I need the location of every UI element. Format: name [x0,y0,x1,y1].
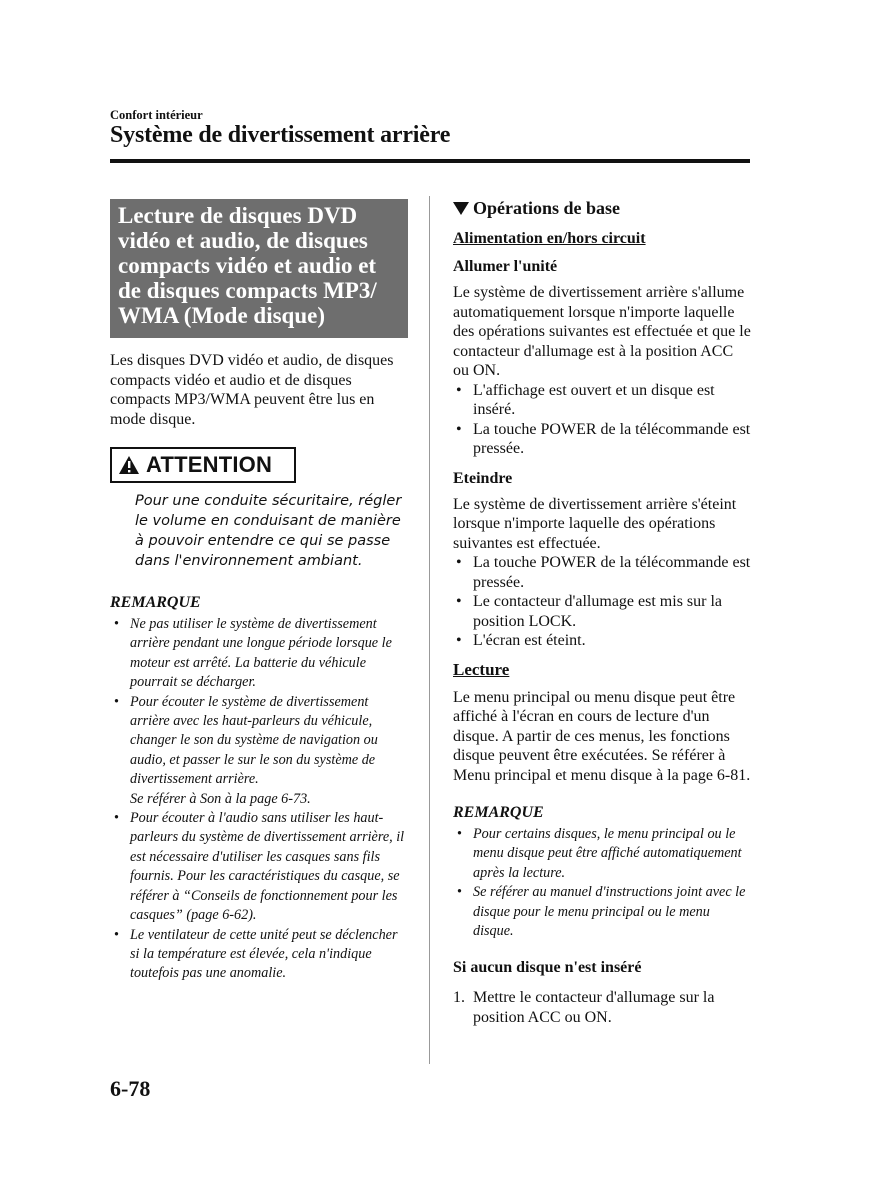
on-heading: Allumer l'unité [453,258,558,275]
steps-list [453,988,753,1027]
list-item: • Le contacteur d'allumage est mis sur la position LOCK. [453,592,753,631]
right-column [453,197,753,1027]
on-list [453,381,753,459]
note-text: Pour écouter le système de divertissement arrière avec les haut-parleurs du véhicule, changer le son du système de navigation ou audio, et passer le sur le son du système de divertissement arrière. [130,693,378,788]
on-paragraph: Le système de divertissement arrière s'allume automatiquement lorsque n'importe laquelle des opérations suivantes est effectuée et que le contacteur d'allumage est à la position ACC ou ON. [453,284,751,379]
power-heading: Alimentation en/hors circuit [453,230,646,247]
off-paragraph: Le système de divertissement arrière s'éteint lorsque n'importe laquelle des opérations suivantes est effectuée. [453,495,737,552]
remarque-label: REMARQUE [110,594,201,611]
step-number: 1. [453,989,465,1007]
list-item: • Pour certains disques, le menu principal ou le menu disque peut être affiché automatiquement après la lecture. [453,825,753,883]
nodisc-heading: Si aucun disque n'est inséré [453,959,642,977]
step-text: Mettre le contacteur d'allumage sur la position ACC ou ON. [473,989,715,1026]
note-reference: Se référer à Son à la page 6-73. [130,790,311,807]
attention-label: ATTENTION [146,452,273,477]
operations-heading-text: Opérations de base [473,197,621,218]
triangle-down-icon [453,202,469,215]
list-item: • Le ventilateur de cette unité peut se déclencher si la température est élevée, cela n'indique toutefois pas une anomalie. [110,926,410,984]
list-item: • Pour écouter à l'audio sans utiliser les haut-parleurs du système de divertissement arrière, il est nécessaire d'utiliser les casques sans fils fournis. Pour les caractéristiques du casque, se référer à “Conseils de fonctionnement pour les casques” (page 6-62). [110,809,410,925]
list-item: • L'affichage est ouvert et un disque est inséré. [453,381,753,420]
remarque-label: REMARQUE [453,804,544,821]
attention-box [110,447,296,483]
list-item: • La touche POWER de la télécommande est pressée. [453,420,753,459]
list-item: • La touche POWER de la télécommande est pressée. [453,553,753,592]
list-item [110,693,410,809]
left-column [110,199,410,984]
header-rule [110,159,750,163]
attention-text: Pour une conduite sécuritaire, régler le volume en conduisant de manière à pouvoir entendre ce qui se passe dans l'environnement ambiant. [135,493,402,569]
off-heading: Eteindre [453,469,513,487]
page-number: 6-78 [110,1076,151,1101]
remarque-list [453,825,753,941]
lecture-paragraph: Le menu principal ou menu disque peut être affiché à l'écran en cours de lecture d'un disque. A partir de ces menus, les fonctions disque peuvent être exécutées. Se référer à Menu principal et menu disque à la page 6-81. [453,688,751,784]
section-heading-box: Lecture de disques DVD vidéo et audio, de disques compacts vidéo et audio et de disques compacts MP3/ WMA (Mode disque) [110,199,408,338]
remarque-list [110,615,410,984]
column-divider [429,196,430,1064]
list-item [453,988,753,1027]
intro-paragraph: Les disques DVD vidéo et audio, de disques compacts vidéo et audio et de disques compacts MP3/WMA peuvent être lus en mode disque. [110,352,394,428]
warning-icon [118,455,140,475]
operations-heading [453,197,753,219]
list-item: • L'écran est éteint. [453,631,753,651]
list-item: • Ne pas utiliser le système de divertissement arrière pendant une longue période lorsque le moteur est arrêté. La batterie du véhicule pourrait se décharger. [110,615,410,693]
lecture-heading: Lecture [453,659,510,679]
page-title: Système de divertissement arrière [110,122,451,148]
list-item: • Se référer au manuel d'instructions joint avec le disque pour le menu principal ou le menu disque. [453,883,753,941]
section-category: Confort intérieur [110,108,203,122]
off-list [453,553,753,651]
